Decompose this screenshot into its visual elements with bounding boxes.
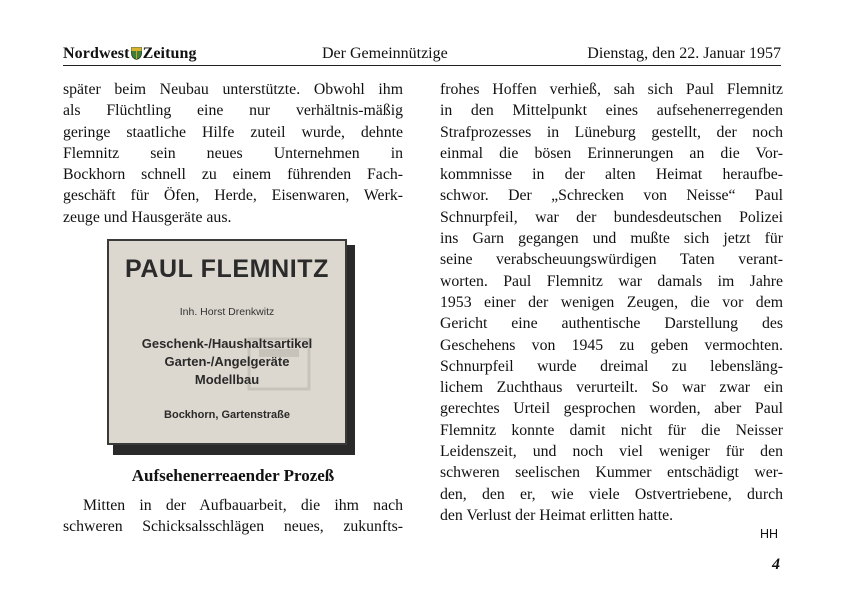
text-line: später beim Neubau unterstützte. Obwohl ihm (63, 81, 403, 98)
masthead-left-text: Nordwest (63, 45, 130, 62)
ad-address: Bockhorn, Gartenstraße (164, 409, 290, 421)
text-line: in den Mittelpunkt eines aufsehenerregenden (440, 102, 783, 120)
text-line: schwor. Der „Schrecken von Neisse“ Paul (440, 187, 783, 205)
text-line: gerechtes Urteil gesprochen worden, aber Paul (440, 400, 783, 418)
text-line: Leidenszeit, und noch viel weniger für den (440, 443, 783, 461)
text-line: den Verlust der Heimat erlitten hatte. (440, 506, 674, 524)
text-line: Flemnitz sein neues Unternehmen in (63, 144, 403, 162)
ad-title: PAUL FLEMNITZ (124, 255, 330, 283)
page-number: 4 (772, 556, 780, 573)
ad-product-line: Modellbau (194, 372, 260, 387)
text-line: schweren Schicksalsschlägen neues, zukunfts- (63, 518, 403, 536)
section-subheading: Aufsehenerreaender Prozeß (131, 466, 335, 485)
text-line: seine verabscheuungswürdigen Taten verant- (440, 251, 783, 269)
text-line: Strafprozesses in Lüneburg gestellt, der noch (440, 123, 783, 141)
text-line: Gericht eine authentische Darstellung des (440, 315, 783, 333)
text-line: geringe staatliche Hilfe zuteil wurde, dehnte (63, 123, 403, 141)
header-date: Dienstag, den 22. Januar 1957 (587, 45, 781, 62)
text-line: worten. Paul Flemnitz war damals im Jahre (440, 272, 783, 290)
text-line: schweren seelischen Kummer entschädigt wer- (440, 464, 783, 482)
text-line: Bockhorn schnell zu einem führenden Fach- (63, 166, 403, 184)
ad-owner: Inh. Horst Drenkwitz (179, 306, 275, 318)
text-line: lichem Zuchthaus verurteilt. So war zwar ein (440, 379, 783, 397)
text-line: 1953 einer der wenigen Zeugen, die vor dem (440, 293, 783, 311)
text-line: Mitten in der Aufbauarbeit, die ihm nach (83, 497, 403, 514)
text-line: Geschehens von 1945 zu geben vermochten. (440, 336, 783, 354)
text-line: frohes Hoffen verhieß, sah sich Paul Flemnitz (440, 81, 783, 98)
crest-icon (131, 47, 142, 60)
masthead-right-text: Zeitung (142, 45, 197, 62)
advertisement-box (107, 239, 347, 445)
left-column-text (63, 79, 403, 228)
advertisement (107, 239, 353, 453)
author-initials: HH (760, 527, 779, 541)
left-column-text-continued (63, 495, 403, 538)
right-column-text (440, 79, 783, 526)
page-header (63, 43, 781, 66)
text-line: Flemnitz konnte damit nicht für die Neisser (440, 421, 783, 439)
ad-product-line: Garten-/Angelgeräte (164, 354, 290, 369)
text-line: ins Garn gegangen und mußte sich jetzt für (440, 230, 783, 248)
text-line: geschäft für Öfen, Herde, Eisenwaren, Werk- (63, 187, 403, 205)
ad-product-line: Geschenk-/Haushaltsartikel (141, 336, 313, 351)
newspaper-masthead (63, 45, 197, 63)
text-line: den, den er, wie viele Ostvertriebene, durch (440, 485, 783, 503)
text-line: als Flüchtling eine nur verhältnis-mäßig (63, 102, 403, 120)
text-line: Schnurpfeil, war der bundesdeutschen Polizei (440, 208, 783, 226)
header-section-title: Der Gemeinnützige (322, 45, 448, 62)
text-line: zeuge und Hausgeräte aus. (63, 208, 232, 226)
text-line: kommnisse in der alten Heimat heraufbe- (440, 166, 783, 184)
text-line: einmal die bösen Erinnerungen an die Vor- (440, 144, 783, 162)
text-line: Schnurpfeil wurde dreimal zu lebensläng- (440, 357, 783, 375)
